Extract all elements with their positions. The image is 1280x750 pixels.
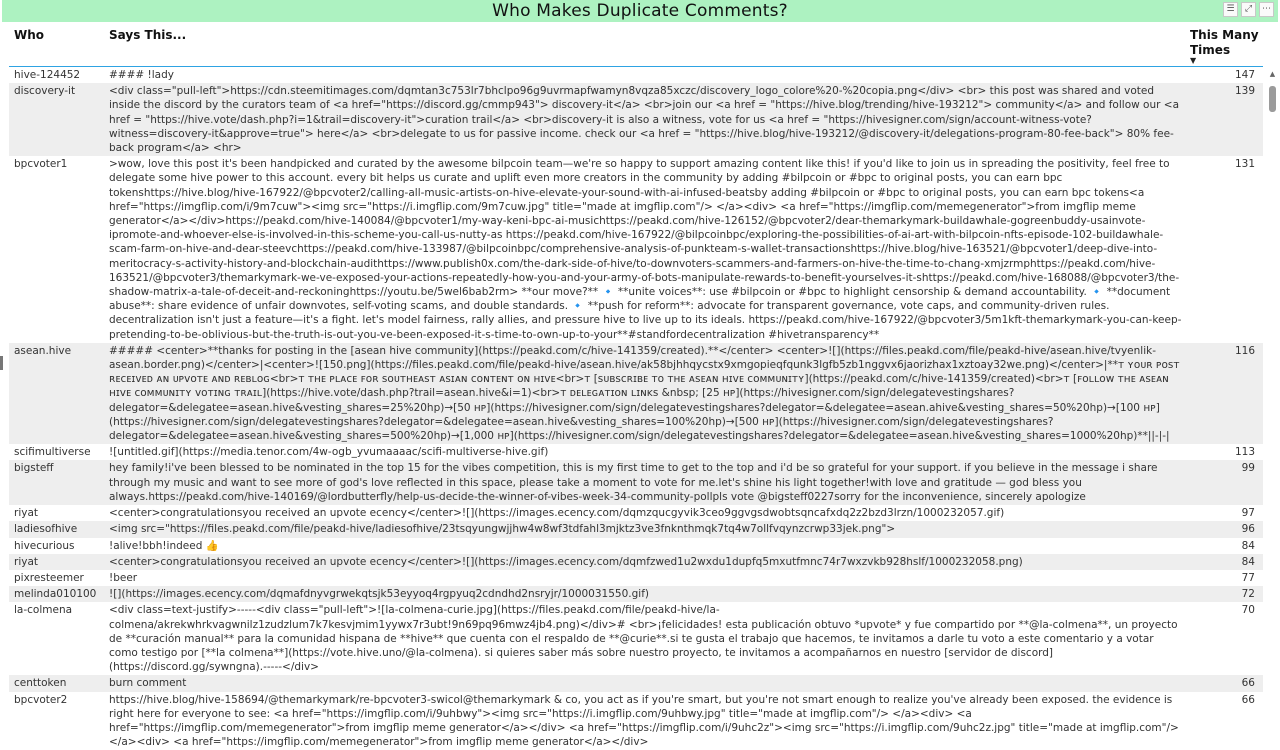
- table-row[interactable]: [9, 538, 1263, 554]
- table-body: [9, 67, 1263, 750]
- table-row[interactable]: [9, 460, 1263, 505]
- cell-who: riyat: [14, 507, 38, 520]
- cell-says: ![](https://images.ecency.com/dqmafdnyvgrwekqtsjk53eyyoq4rgpyuq2cdndhd2nsryjr/1000031550.gif): [109, 588, 649, 601]
- cell-who: hive-124452: [14, 69, 81, 81]
- cell-says: !beer: [109, 571, 138, 584]
- cell-says: hey family!i've been blessed to be nominated in the top 15 for the vibes competition, this is my first time to get to the top and i'd be so grateful for your support. if you believe in the message i share through my music and want to see more of god's love reflected in this space, please take a moment to vote for me.let's shine his light together!with love and gratitude — god bless you always.https://peakd.com/hive-140169/@lordbutterfly/help-us-decide-the-winner-of-vibes-week-34-community-pollpls vote @bigsteff0227sorry for the inconvenience, sincerely apologize: [109, 462, 1158, 503]
- cell-times: 131: [1234, 158, 1255, 171]
- cell-who: ladiesofhive: [14, 523, 78, 536]
- table-row[interactable]: [9, 675, 1263, 691]
- cell-says: ##### <center>**thanks for posting in the [asean hive community](https://peakd.com/c/hive-141359/created).**</center> <center>![](https://files.peakd.com/file/peakd-hive/asean.hive/tvyenlik-asean.border.png)</center>|<center>![150.png](https://files.peakd.com/file/peakd-hive/asean.hive/ak58bjhhqycstx9xmgopieqfqunk3lgfb5zb1nggvx6jaorizhax1xztoay32we.png)</center>|**ᴛ ʏᴏᴜʀ ᴘᴏsᴛ ʀᴇᴄᴇɪᴠᴇᴅ ᴀɴ ᴜᴘᴠᴏᴛᴇ ᴀɴᴅ ʀᴇʙʟᴏɢ<br>ᴛ ᴛʜᴇ ᴘʟᴀᴄᴇ ꜰᴏʀ sᴏᴜᴛʜᴇᴀsᴛ ᴀsɪᴀɴ ᴄᴏɴᴛᴇɴᴛ ᴏɴ ʜɪᴠᴇ<br>ᴛ [sᴜʙsᴄʀɪʙᴇ ᴛᴏ ᴛʜᴇ ᴀsᴇᴀɴ ʜɪᴠᴇ ᴄᴏᴍᴍᴜɴɪᴛʏ](https://peakd.com/c/hive-141359/created)<br>ᴛ [ꜰᴏʟʟᴏᴡ ᴛʜᴇ ᴀsᴇᴀɴ ʜɪᴠᴇ ᴄᴏᴍᴍᴜɴɪᴛʏ ᴠᴏᴛɪɴɢ ᴛʀᴀɪʟ](https://hive.vote/dash.php?trail=asean.hive&i=1)<br>ᴛ ᴅᴇʟᴇɢᴀᴛɪᴏɴ ʟɪɴᴋs &nbsp; [25 ʜᴘ](https://hivesigner.com/sign/delegatevestingshares?delegator=&delegatee=asean.hive&vesting_shares=25%20hp)→[50 ʜᴘ](https://hivesigner.com/sign/delegatevestingshares?delegator=&delegatee=asean.ahive&vesting_shares=50%20hp)→[100 ʜᴘ](https://hivesigner.com/sign/delegatevestingshares?delegator=&delegatee=asean.hive&vesting_shares=100%20hp)→[500 ʜᴘ](https://hivesigner.com/sign/delegatevestingshares?delegator=&delegatee=asean.hive&vesting_shares=500%20hp)→[1,000 ʜᴘ](https://hivesigner.com/sign/delegatevestingshares?delegator=&delegatee=asean.hive&vesting_shares=1000%20hp)**||-|-|: [109, 344, 1180, 443]
- table-row[interactable]: [9, 554, 1263, 570]
- cell-times: 70: [1241, 604, 1255, 617]
- sort-descending-icon[interactable]: ▼: [1190, 56, 1197, 65]
- cell-says: !alive!bbh!indeed 👍: [109, 539, 219, 552]
- cell-says: #### !lady: [109, 69, 174, 81]
- cell-times: 84: [1241, 539, 1255, 552]
- cell-times: 96: [1241, 523, 1255, 536]
- cell-times: 66: [1241, 677, 1255, 690]
- cell-who: riyat: [14, 555, 38, 568]
- cell-says: ![untitled.gif](https://media.tenor.com/4w-ogb_yvumaaaac/scifi-multiverse-hive.gif): [109, 446, 549, 459]
- cell-times: 84: [1241, 555, 1255, 568]
- cell-who: centtoken: [14, 677, 67, 690]
- cell-says: >wow, love this post it's been handpicked and curated by the awesome bilpcoin team—we're so happy to support amazing content like this! if you'd like to join us in spreading the positivity, feel free to delegate some hive power to this account. every bit helps us curate and uplift even more creators in the community by adding #bilpcoin or #bpc to original posts, you can earn bpc tokenshttps://hive.blog/hive-167922/@bpcvoter2/calling-all-music-artists-on-hive-elevate-your-sound-with-ai-infused-beatsby adding #bilpcoin or #bpc to original posts, you can earn bpc tokens<a href="https://imgflip.com/i/9m7cuw"><img src="https://i.imgflip.com/9m7cuw.jpg" title="made at imgflip.com"/> </a><div> <a href="https://imgflip.com/memegenerator">from imgflip meme generator</a></div>https://peakd.com/hive-140084/@bpcvoter1/my-way-keni-bpc-ai-musichttps://peakd.com/hive-126152/@bpcvoter2/dear-themarkymark-buildawhale-gogreenbuddy-usainvote-ipromote-and-whoever-else-is-involved-in-this-scheme-you-call-us-nutty-as https://peakd.com/hive-167922/@bilpcoinbpc/exploring-the-possibilities-of-ai-art-with-bilpcoin-nfts-episode-102-buildawhale-scam-farm-on-hive-and-dear-steevchttps://peakd.com/hive-133987/@bilpcoinbpc/comprehensive-analysis-of-punkteam-s-wallet-transactionshttps://hive.blog/hive-163521/@bpcvoter1/deep-dive-into-meritocracy-s-activity-history-and-blockchain-audithttps://www.publish0x.com/the-dark-side-of-hive/to-downvoters-scammers-and-farmers-on-hive-the-time-to-chang-xmjzrmphttps://peakd.com/hive-163521/@bpcvoter3/themarkymark-we-ve-exposed-your-actions-repeatedly-how-you-and-your-army-of-bots-manipulate-rewards-to-benefit-yourselves-it-shttps://peakd.com/hive-168088/@bpcvoter3/the-shadow-matrix-a-tale-of-deceit-and-reckoninghttps://youtu.be/5wel6bab2rm> **our move?** 🔹 **unite voices**: use #bilpcoin or #bpc to highlight censorship & demand accountability. 🔹 **document abuse**: share evidence of unfair downvotes, self-voting scams, and double standards. 🔹 **push for reform**: advocate for transparent governance, vote caps, and community-driven rules. decentralization isn't just a feature—it's a fight. let's model fairness, rally allies, and pressure hive to live up to its ideals. https://peakd.com/hive-167922/@bpcvoter3/5m1kft-themarkymark-you-can-keep-pretending-to-be-oblivious-but-the-truth-is-out-you-ve-been-exposed-it-s-time-to-own-up-to-your**#standfordecentralization #hivetransparency**: [109, 158, 1182, 341]
- cell-says: <center>congratulationsyou received an upvote ecency</center>![](https://images.ecency.com/dqmzqucgyvik3ceo9ggvgsdwobtsqncafxdq2z2bzd3lrzn/1000232057.gif): [109, 507, 1005, 520]
- scrollbar-thumb[interactable]: [1269, 86, 1276, 112]
- cell-who: melinda010100: [14, 588, 97, 601]
- table-row[interactable]: [9, 67, 1263, 83]
- table-row[interactable]: [9, 570, 1263, 586]
- cell-who: asean.hive: [14, 344, 72, 357]
- cell-times: 97: [1241, 507, 1255, 520]
- cell-who: scifimultiverse: [14, 446, 91, 459]
- column-header-who[interactable]: Who: [14, 28, 45, 42]
- cell-times: 116: [1234, 344, 1255, 357]
- cell-times: 113: [1234, 446, 1255, 459]
- table-header: [9, 24, 1263, 66]
- cell-times: 99: [1241, 462, 1255, 475]
- cell-says: <div class="pull-left">https://cdn.steemitimages.com/dqmtan3c753lr7bhclpo96g9uvrmapfwamyn8vqza85xczc/discovery_logo_colore%20-%20copia.png</div> <br> this post was shared and voted inside the discord by the curators team of <a href="https://discord.gg/cmmp943"> discovery-it</a> <br>join our <a href = "https://hive.blog/trending/hive-193212"> community</a> and follow our <a href = "https://hive.vote/dash.php?i=1&trail=discovery-it">curation trail</a> <br>discovery-it is also a witness, vote for us <a href = "https://hivesigner.com/sign/account-witness-vote?witness=discovery-it&approve=true"> here</a> <br>delegate to us for passive income. check our <a href = "https://hive.blog/hive-193212/@discovery-it/delegations-program-80-fee-back"> 80% fee-back program</a> <hr>: [109, 85, 1180, 155]
- resize-handle[interactable]: [0, 356, 3, 370]
- focus-mode-icon[interactable]: ⤢: [1241, 2, 1256, 17]
- cell-who: bpcvoter1: [14, 158, 68, 171]
- cell-says: <img src="https://files.peakd.com/file/peakd-hive/ladiesofhive/23tsqyungwjjhw4w8wf3tdfahl3mjktz3ve3fnknthmqk7tq4w7ollfvqynzcrwp33jek.png">: [109, 523, 896, 536]
- table-row[interactable]: [9, 586, 1263, 602]
- cell-who: bigsteff: [14, 462, 54, 475]
- cell-times: 139: [1234, 85, 1255, 98]
- table-row[interactable]: [9, 521, 1263, 537]
- scroll-up-icon[interactable]: ▲: [1269, 70, 1276, 78]
- comments-table: [9, 24, 1263, 749]
- more-options-icon[interactable]: ⋯: [1259, 2, 1274, 17]
- table-row[interactable]: [9, 444, 1263, 460]
- cell-who: pixresteemer: [14, 571, 84, 584]
- table-row[interactable]: [9, 343, 1263, 444]
- cell-who: bpcvoter2: [14, 693, 68, 706]
- cell-times: 66: [1241, 693, 1255, 706]
- table-row[interactable]: [9, 602, 1263, 675]
- table-row[interactable]: [9, 83, 1263, 156]
- cell-who: la-colmena: [14, 604, 73, 617]
- cell-says: <div class=text-justify>-----<div class="pull-left">![la-colmena-curie.jpg](https://files.peakd.com/file/peakd-hive/la-colmena/akrekwhrkvagwnilz1zudzlum7k7kesvjmim1yywx7r3ubt!9n69pq96mwz4jb4.png)</div># <br>¡felicidades! esta publicación obtuvo *upvote* y fue compartido por **@la-colmena**, un proyecto de **curación manual** para la comunidad hispana de **hive** que cuenta con el respaldo de **@curie**.si te gusta el trabajo que hacemos, te invitamos a darle tu voto a este comentario y a votar como testigo por [**la colmena**](https://vote.hive.uno/@la-colmena). si quieres saber más sobre nuestro proyecto, te invitamos a acompañarnos en nuestro [servidor de discord](https://discord.gg/sywngna).-----</div>: [109, 604, 1178, 674]
- vertical-scrollbar[interactable]: [1268, 70, 1277, 699]
- table-row[interactable]: [9, 156, 1263, 343]
- cell-who: discovery-it: [14, 85, 76, 98]
- table-row[interactable]: [9, 692, 1263, 750]
- visual-header-controls: [1223, 2, 1274, 17]
- cell-says: <center>congratulationsyou received an upvote ecency</center>![](https://images.ecency.com/dqmfzwed1u2wxdu1dupfq5mxutfmnc74r7wxzvkb928hslf/1000232058.png): [109, 555, 1023, 568]
- column-header-times[interactable]: This Many Times: [1190, 28, 1259, 57]
- visual-title-bar: [2, 0, 1278, 22]
- filter-icon[interactable]: ☰: [1223, 2, 1238, 17]
- cell-says: https://hive.blog/hive-158694/@themarkymark/re-bpcvoter3-swicol@themarkymark & co, you act as if you're smart, but you're not smart enough to realize you've already been exposed. the evidence is right here for everyone to see: <a href="https://imgflip.com/i/9uhbwy"><img src="https://i.imgflip.com/9uhbwy.jpg" title="made at imgflip.com"/> </a><div> <a href="https://imgflip.com/memegenerator">from imgflip meme generator</a></div> <a href="https://imgflip.com/i/9uhc2z"><img src="https://i.imgflip.com/9uhc2z.jpg" title="made at imgflip.com"/> </a><div> <a href="https://imgflip.com/memegenerator">from imgflip meme generator</a></div>: [109, 693, 1179, 749]
- cell-times: 147: [1234, 69, 1255, 81]
- cell-who: hivecurious: [14, 539, 75, 552]
- table-row[interactable]: [9, 505, 1263, 521]
- cell-times: 72: [1241, 588, 1255, 601]
- cell-says: burn comment: [109, 677, 187, 690]
- page-title: Who Makes Duplicate Comments?: [492, 1, 788, 21]
- column-header-says[interactable]: Says This...: [109, 28, 187, 42]
- cell-times: 77: [1241, 571, 1255, 584]
